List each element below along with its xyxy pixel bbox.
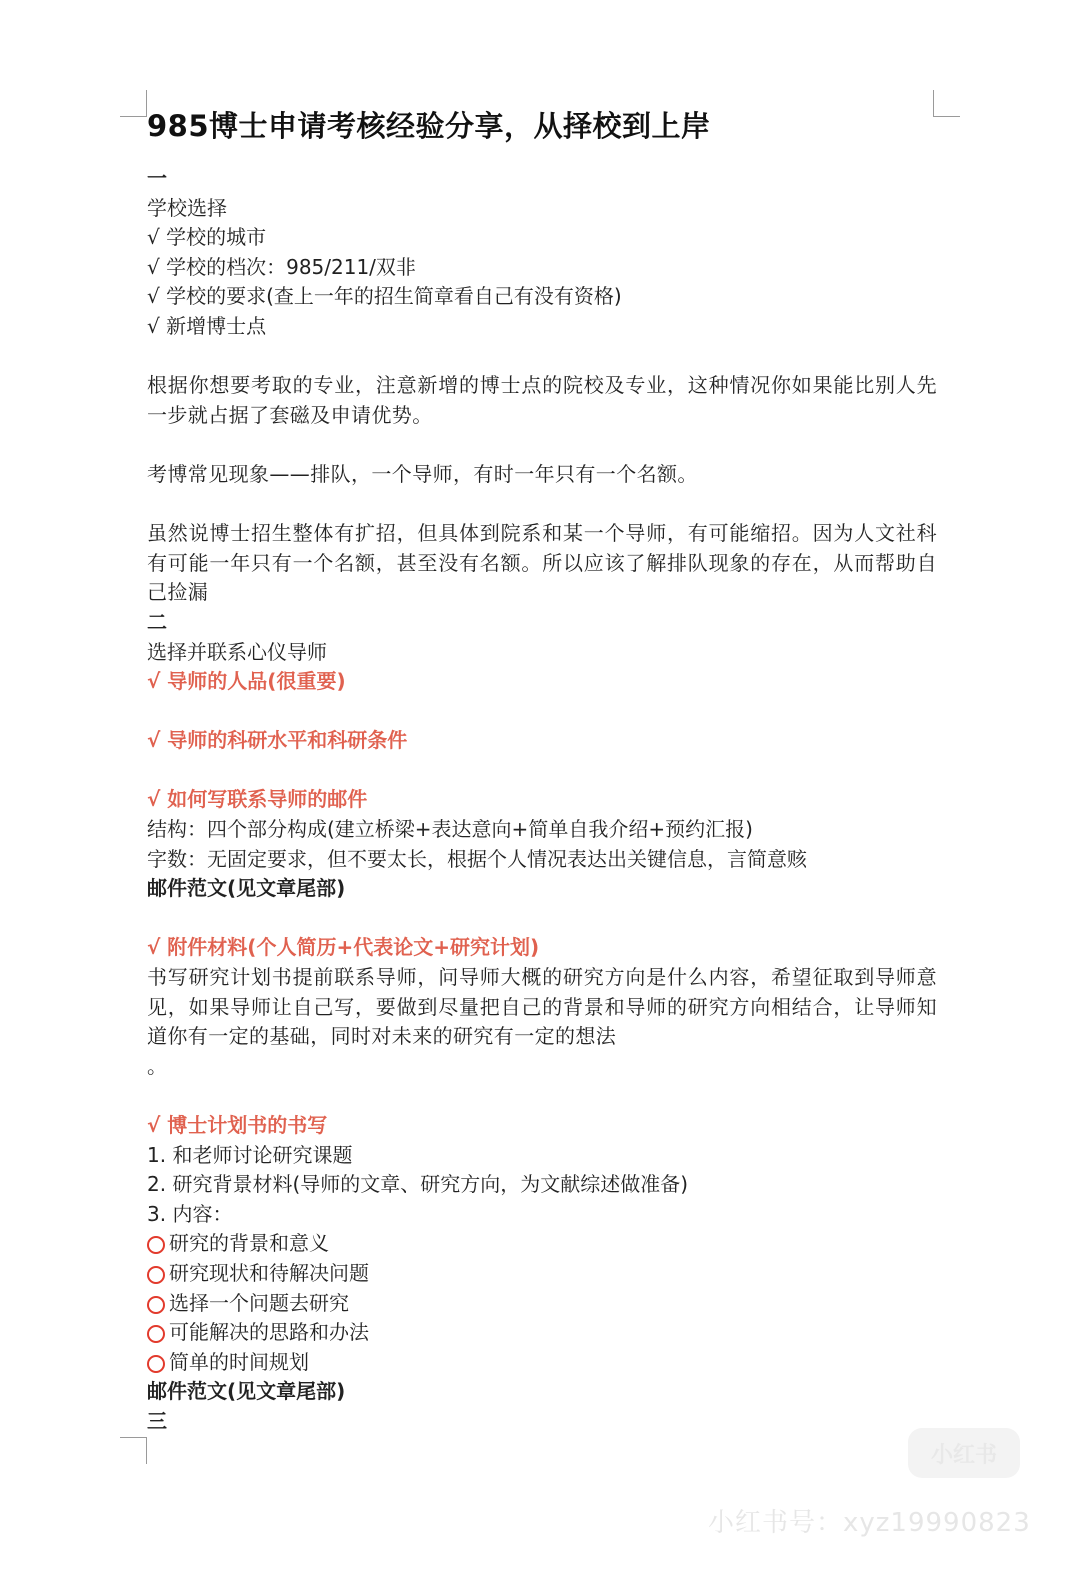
check-item: √ 学校的要求(查上一年的招生简章看自己有没有资格): [147, 284, 622, 309]
paragraph: 虽然说博士招生整体有扩招，但具体到院系和某一个导师，有可能缩招。因为人文社科有可能一年只有一个名额，甚至没有名额。所以应该了解排队现象的存在，从而帮助自己捡漏: [147, 521, 937, 605]
section-marker-2: 二: [147, 609, 167, 634]
circle-list-item: 可能解决的思路和办法: [147, 1318, 937, 1348]
watermark-logo: 小红书: [908, 1428, 1020, 1478]
highlight-point: √ 导师的人品(很重要): [147, 669, 346, 694]
circle-list-item: 研究的背景和意义: [147, 1229, 937, 1259]
section-heading-advisor: 选择并联系心仪导师: [147, 639, 327, 664]
circle-list-item: 选择一个问题去研究: [147, 1289, 937, 1319]
email-sample-note: 邮件范文(见文章尾部): [147, 876, 346, 901]
circle-list-item: 研究现状和待解决问题: [147, 1259, 937, 1289]
watermark-text: 小红书号：xyz19990823: [708, 1508, 1031, 1538]
paragraph: 书写研究计划书提前联系导师，问导师大概的研究方向是什么内容，希望征取到导师意见，如果导师让自己写，要做到尽量把自己的背景和导师的研究方向相结合，让导师知道你有一定的基础，同时对未来的研究有一定的想法: [147, 965, 937, 1049]
page-corner-bottom-left: [120, 1437, 147, 1464]
numbered-item: 3. 内容：: [147, 1201, 233, 1226]
section-heading-school: 学校选择: [147, 195, 227, 220]
email-wordcount: 字数：无固定要求，但不要太长，根据个人情况表达出关键信息，言简意赅: [147, 846, 807, 871]
highlight-point: √ 博士计划书的书写: [147, 1113, 328, 1137]
numbered-item: 2. 研究背景材料(导师的文章、研究方向，为文献综述做准备): [147, 1172, 689, 1197]
highlight-point: √ 附件材料(个人简历+代表论文+研究计划): [147, 935, 540, 960]
paragraph: 根据你想要考取的专业，注意新增的博士点的院校及专业，这种情况你如果能比别人先一步就占据了套磁及申请优势。: [147, 373, 937, 427]
red-circle-icon: [147, 1355, 165, 1373]
page-corner-top-left: [120, 90, 147, 117]
red-circle-icon: [147, 1266, 165, 1284]
red-circle-icon: [147, 1236, 165, 1254]
check-item: √ 学校的城市: [147, 225, 267, 250]
numbered-item: 1. 和老师讨论研究课题: [147, 1142, 353, 1167]
document-page: [147, 104, 937, 1437]
page-corner-top-right: [933, 90, 960, 117]
section-marker-3: 三: [147, 1408, 167, 1433]
paragraph-end: 。: [147, 1053, 167, 1078]
highlight-point: √ 导师的科研水平和科研条件: [147, 728, 408, 753]
section-marker-1: 一: [147, 166, 167, 190]
email-structure: 结构：四个部分构成(建立桥梁+表达意向+简单自我介绍+预约汇报): [147, 817, 753, 842]
highlight-point: √ 如何写联系导师的邮件: [147, 787, 368, 812]
circle-list-item: 简单的时间规划: [147, 1348, 937, 1378]
email-sample-note: 邮件范文(见文章尾部): [147, 1379, 346, 1404]
paragraph: 考博常见现象——排队，一个导师，有时一年只有一个名额。: [147, 461, 698, 486]
document-title: 985博士申请考核经验分享，从择校到上岸: [147, 109, 711, 143]
check-item: √ 新增博士点: [147, 313, 267, 338]
red-circle-icon: [147, 1325, 165, 1343]
red-circle-icon: [147, 1296, 165, 1314]
check-item: √ 学校的档次：985/211/双非: [147, 254, 416, 279]
